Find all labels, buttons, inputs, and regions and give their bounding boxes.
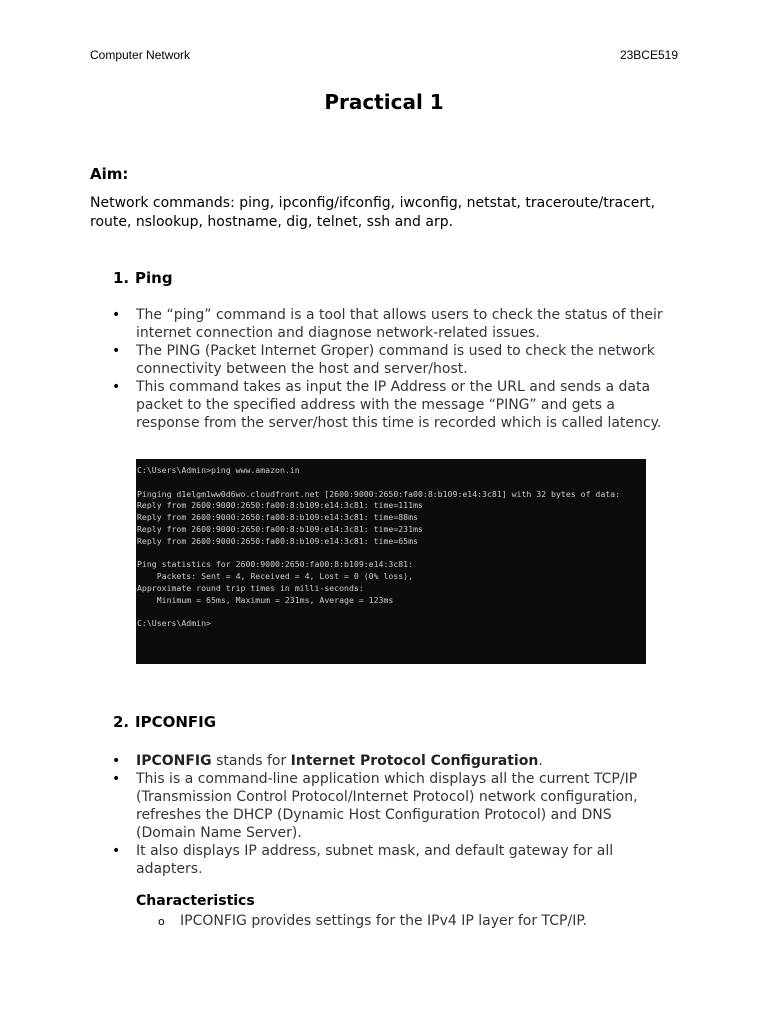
- sub-list-item: [158, 912, 587, 931]
- list-item-text: The “ping” command is a tool that allows users to check the status of their internet connection and diagnose network-related issues.: [136, 307, 663, 341]
- terminal-line: Ping statistics for 2600:9000:2650:fa00:8:b109:e14:3c81:: [137, 559, 414, 570]
- list-item-text: It also displays IP address, subnet mask, and default gateway for all adapters.: [136, 843, 614, 877]
- list-item: [110, 770, 670, 842]
- bullet-icon: •: [112, 771, 121, 787]
- list-item-text: This command takes as input the IP Address or the URL and sends a data packet to the specified address with the message “PING” and gets a response from the server/host this time is recorded which is called latency.: [136, 379, 662, 431]
- list-item: [110, 378, 670, 432]
- bold-term: IPCONFIG: [136, 753, 212, 769]
- terminal-line: Minimum = 65ms, Maximum = 231ms, Average = 123ms: [137, 594, 394, 605]
- terminal-line: Reply from 2600:9000:2650:fa00:8:b109:e14:3c81: time=88ms: [137, 512, 418, 523]
- list-item-text: The PING (Packet Internet Groper) command is used to check the network connectivity between the host and server/host.: [136, 343, 655, 377]
- list-item-text: stands for: [211, 753, 291, 769]
- section-title: IPCONFIG: [135, 713, 217, 731]
- terminal-line: C:\Users\Admin>: [137, 618, 211, 629]
- list-item: [110, 342, 670, 378]
- terminal-line: Pinging d1elgm1ww0d6wo.cloudfront.net [2600:9000:2650:fa00:8:b109:e14:3c81] with 32 bytes of data:: [137, 488, 621, 499]
- page-title: Practical 1: [324, 90, 444, 114]
- section-number: 1.: [113, 269, 130, 287]
- terminal-line: [137, 548, 646, 560]
- terminal-line: Packets: Sent = 4, Received = 4, Lost = 0 (0% loss),: [137, 571, 414, 582]
- terminal-line: Approximate round trip times in milli-seconds:: [137, 582, 364, 593]
- terminal-line: C:\Users\Admin>ping www.amazon.in: [137, 465, 300, 475]
- course-name: Computer Network: [90, 48, 191, 62]
- terminal-line: Reply from 2600:9000:2650:fa00:8:b109:e14:3c81: time=111ms: [137, 500, 423, 511]
- list-item: [110, 842, 670, 878]
- section-title: Ping: [135, 269, 173, 287]
- section-heading-ping: [113, 269, 173, 287]
- bullet-icon: •: [112, 379, 121, 395]
- sub-list-item-text: IPCONFIG provides settings for the IPv4 IP layer for TCP/IP.: [180, 913, 588, 929]
- aim-text: Network commands: ping, ipconfig/ifconfig, iwconfig, netstat, traceroute/tracert, route, nslookup, hostname, dig, telnet, ssh and arp.: [90, 195, 656, 230]
- list-item-text: .: [538, 753, 543, 769]
- list-item-text: This is a command-line application which displays all the current TCP/IP (Transmission Control Protocol/Internet Protocol) network configuration, refreshes the DHCP (Dynamic Host Configuration Protocol) and DNS (Domain Name Server).: [136, 771, 638, 841]
- bullet-icon: •: [112, 343, 121, 359]
- section-number: 2.: [113, 713, 130, 731]
- terminal-screenshot: [136, 459, 646, 664]
- aim-label: Aim:: [90, 165, 129, 183]
- terminal-line: Reply from 2600:9000:2650:fa00:8:b109:e14:3c81: time=231ms: [137, 523, 423, 534]
- bullet-icon: •: [112, 843, 121, 859]
- student-id: 23BCE519: [619, 48, 678, 62]
- terminal-line: [137, 607, 646, 619]
- terminal-line: Reply from 2600:9000:2650:fa00:8:b109:e14:3c81: time=65ms: [137, 535, 418, 546]
- bullet-icon: •: [112, 307, 121, 323]
- terminal-line: [137, 477, 646, 489]
- list-item: [110, 306, 670, 342]
- bullet-icon: •: [112, 753, 121, 769]
- characteristics-heading: Characteristics: [136, 893, 255, 909]
- section-heading-ipconfig: [113, 713, 216, 731]
- circle-bullet-icon: o: [158, 915, 165, 928]
- ping-bullet-list: [110, 306, 670, 432]
- list-item: [110, 752, 670, 770]
- ipconfig-bullet-list: [110, 752, 670, 878]
- bold-term: Internet Protocol Configuration: [290, 753, 539, 769]
